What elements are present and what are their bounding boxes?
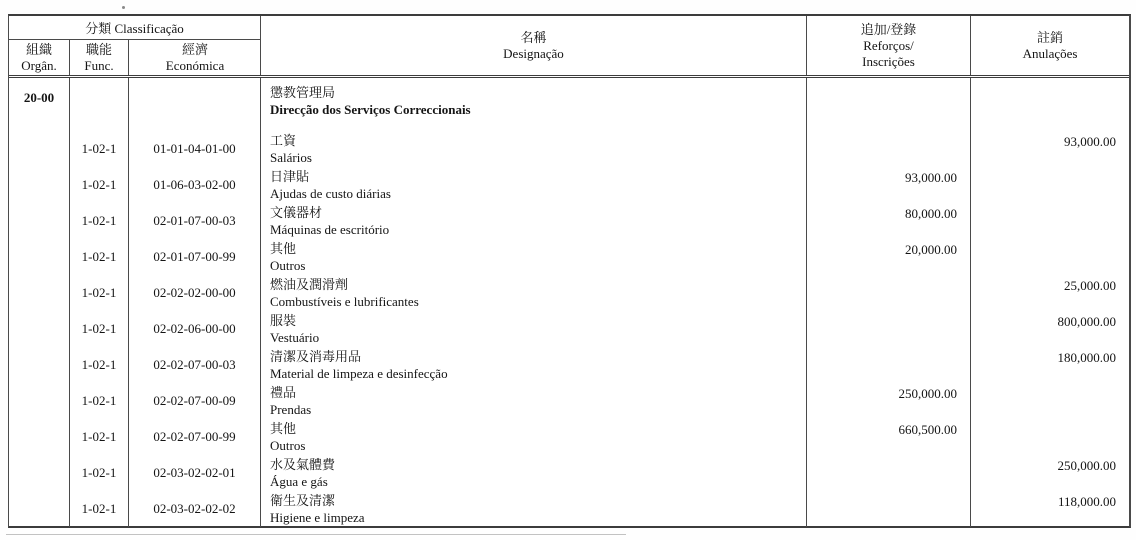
table-header [9, 16, 1129, 78]
row-designation-pt: Vestuário [270, 329, 320, 345]
header-reinforcements-pt1: Reforços/ [863, 37, 914, 53]
row-designation [261, 131, 807, 167]
row-designation [261, 275, 807, 311]
table-row [9, 419, 1129, 455]
classification-subcolumns [9, 40, 260, 75]
header-cancellations-zh: 註銷 [1036, 29, 1063, 45]
row-reforcos-amount: 80,000.00 [807, 203, 971, 239]
row-designation [261, 383, 807, 419]
row-organic-cell-empty [9, 311, 70, 347]
row-designation-zh: 燃油及潤滑劑 [270, 277, 349, 292]
row-reforcos-amount [807, 131, 971, 167]
row-designation-zh: 文儀器材 [270, 205, 323, 220]
row-anulacoes-amount: 180,000.00 [1057, 350, 1116, 365]
row-reforcos-amount [807, 275, 971, 311]
row-economic-code: 02-03-02-02-02 [129, 491, 261, 527]
header-reinforcements [807, 16, 971, 75]
row-designation [261, 455, 807, 491]
row-functional-code: 1-02-1 [70, 311, 129, 347]
row-designation-pt: Salários [270, 149, 312, 165]
table-row [9, 167, 1129, 203]
entity-econ-cell-empty [129, 78, 261, 131]
row-designation [261, 203, 807, 239]
header-economic [129, 40, 261, 75]
row-designation [261, 311, 807, 347]
row-economic-code: 02-02-02-00-00 [129, 275, 261, 311]
row-designation [261, 419, 807, 455]
entity-organic-code: 20-00 [9, 78, 70, 131]
entity-func-cell-empty [70, 78, 129, 131]
row-organic-cell-empty [9, 131, 70, 167]
row-reforcos-amount [807, 455, 971, 491]
table-row [9, 455, 1129, 491]
entity-name-pt: Direcção dos Serviços Correccionais [270, 101, 471, 117]
row-economic-code: 01-06-03-02-00 [129, 167, 261, 203]
row-organic-cell-empty [9, 491, 70, 527]
header-cancellations [971, 16, 1129, 75]
table-body [9, 78, 1129, 527]
row-designation-pt: Material de limpeza e desinfecção [270, 365, 448, 381]
row-economic-code: 02-02-07-00-09 [129, 383, 261, 419]
table-row [9, 203, 1129, 239]
header-functional-pt: Func. [84, 57, 114, 73]
row-economic-code: 01-01-04-01-00 [129, 131, 261, 167]
row-anulacoes-amount: 118,000.00 [1057, 494, 1116, 509]
row-organic-cell-empty [9, 167, 70, 203]
row-designation-pt: Ajudas de custo diárias [270, 185, 391, 201]
row-designation [261, 239, 807, 275]
row-designation-zh: 其他 [270, 421, 297, 436]
row-functional-code: 1-02-1 [70, 455, 129, 491]
row-anulacoes-amount [971, 239, 1129, 275]
row-economic-code: 02-02-07-00-03 [129, 347, 261, 383]
row-organic-cell-empty [9, 239, 70, 275]
row-reforcos-amount: 20,000.00 [807, 239, 971, 275]
row-functional-code: 1-02-1 [70, 203, 129, 239]
row-designation-zh: 日津貼 [270, 169, 310, 184]
table-row [9, 491, 1129, 527]
entity-anulacoes-empty [971, 78, 1129, 131]
table-row [9, 383, 1129, 419]
row-reforcos-amount [807, 311, 971, 347]
row-designation-zh: 禮品 [270, 385, 297, 400]
header-functional-zh: 職能 [85, 41, 112, 57]
header-organic-pt: Orgân. [21, 57, 57, 73]
row-functional-code: 1-02-1 [70, 491, 129, 527]
row-designation-zh: 水及氣體費 [270, 457, 336, 472]
row-designation-pt: Outros [270, 437, 306, 453]
row-economic-code: 02-02-07-00-99 [129, 419, 261, 455]
header-designation-pt: Designação [503, 45, 564, 61]
row-designation-zh: 衛生及清潔 [270, 493, 336, 508]
row-designation-zh: 其他 [270, 241, 297, 256]
row-designation-pt: Prendas [270, 401, 312, 417]
table-row [9, 131, 1129, 167]
row-anulacoes-amount [971, 167, 1129, 203]
row-designation-pt: Higiene e limpeza [270, 509, 365, 525]
row-reforcos-amount [807, 491, 971, 527]
row-anulacoes-amount [971, 203, 1129, 239]
row-economic-code: 02-01-07-00-03 [129, 203, 261, 239]
header-functional [70, 40, 129, 75]
entity-designation [261, 78, 807, 131]
header-economic-pt: Económica [165, 57, 225, 73]
header-classification-group [9, 16, 261, 75]
row-designation-zh: 工資 [270, 133, 297, 148]
row-designation-pt: Combustíveis e lubrificantes [270, 293, 419, 309]
row-economic-code: 02-02-06-00-00 [129, 311, 261, 347]
header-cancellations-pt: Anulações [1022, 45, 1078, 61]
row-economic-code: 02-01-07-00-99 [129, 239, 261, 275]
row-functional-code: 1-02-1 [70, 131, 129, 167]
header-classification-title: 分類 Classificação [9, 16, 260, 40]
row-designation-pt: Água e gás [270, 473, 328, 489]
row-functional-code: 1-02-1 [70, 383, 129, 419]
header-organic [9, 40, 70, 75]
header-reinforcements-pt2: Inscrições [862, 53, 915, 69]
row-functional-code: 1-02-1 [70, 239, 129, 275]
row-designation [261, 491, 807, 527]
header-designation-zh: 名稱 [520, 29, 547, 45]
row-anulacoes-amount: 25,000.00 [1064, 278, 1116, 293]
row-anulacoes-amount: 800,000.00 [1057, 314, 1116, 329]
row-designation [261, 167, 807, 203]
row-functional-code: 1-02-1 [70, 347, 129, 383]
row-functional-code: 1-02-1 [70, 419, 129, 455]
row-functional-code: 1-02-1 [70, 167, 129, 203]
entity-name-zh: 懲教管理局 [270, 85, 336, 100]
header-organic-zh: 組織 [25, 41, 52, 57]
table-row [9, 239, 1129, 275]
entity-row [9, 78, 1129, 131]
row-reforcos-amount: 250,000.00 [807, 383, 971, 419]
header-reinforcements-zh: 追加/登錄 [860, 21, 917, 37]
row-organic-cell-empty [9, 203, 70, 239]
row-organic-cell-empty [9, 347, 70, 383]
row-economic-code: 02-03-02-02-01 [129, 455, 261, 491]
row-designation-zh: 服裝 [270, 313, 297, 328]
scan-artifact-bottom-line [6, 534, 626, 535]
row-organic-cell-empty [9, 383, 70, 419]
row-designation-pt: Outros [270, 257, 306, 273]
entity-reforcos-empty [807, 78, 971, 131]
row-functional-code: 1-02-1 [70, 275, 129, 311]
row-reforcos-amount [807, 347, 971, 383]
table-row [9, 275, 1129, 311]
row-designation-pt: Máquinas de escritório [270, 221, 390, 237]
row-anulacoes-amount: 250,000.00 [1057, 458, 1116, 473]
table-row [9, 347, 1129, 383]
row-anulacoes-amount: 93,000.00 [1064, 134, 1116, 149]
row-reforcos-amount: 660,500.00 [807, 419, 971, 455]
row-organic-cell-empty [9, 455, 70, 491]
table-row [9, 311, 1129, 347]
row-designation-zh: 清潔及消毒用品 [270, 349, 362, 364]
header-economic-zh: 經濟 [181, 41, 208, 57]
row-organic-cell-empty [9, 275, 70, 311]
budget-table [8, 14, 1131, 528]
row-organic-cell-empty [9, 419, 70, 455]
row-anulacoes-amount [971, 383, 1129, 419]
row-designation [261, 347, 807, 383]
row-reforcos-amount: 93,000.00 [807, 167, 971, 203]
header-designation [261, 16, 807, 75]
scan-artifact-dot [122, 6, 125, 9]
row-anulacoes-amount [971, 419, 1129, 455]
